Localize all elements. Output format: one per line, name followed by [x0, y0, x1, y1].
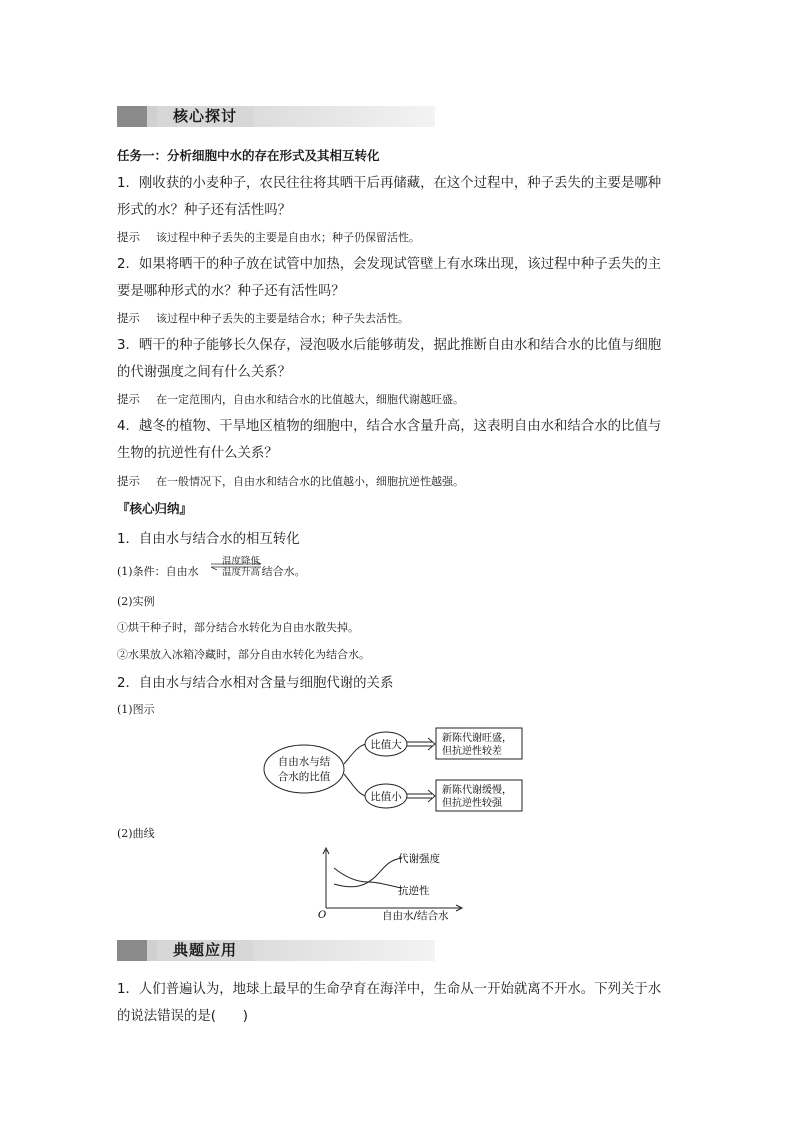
- diagram-title: (1)图示: [117, 703, 155, 716]
- hint-text: 该过程中种子丢失的主要是自由水；种子仍保留活性。: [156, 231, 420, 244]
- summary-title: 『核心归纳』: [117, 501, 193, 516]
- condition-prefix: (1)条件：自由水: [117, 565, 199, 578]
- hint-text: 在一般情况下，自由水和结合水的比值越小，细胞抗逆性越强。: [156, 475, 464, 488]
- hint-text: 该过程中种子丢失的主要是结合水；种子失去活性。: [156, 312, 409, 325]
- question-3-line-2: 的代谢强度之间有什么关系？: [117, 365, 292, 380]
- double-arrow-icon: [203, 553, 265, 577]
- example-title: (2)实例: [117, 595, 155, 608]
- center-ellipse: [264, 745, 344, 793]
- question-4-line-2: 生物的抗逆性有什么关系？: [117, 446, 278, 461]
- high-label: 比值大: [370, 739, 402, 751]
- curve-title: (2)曲线: [117, 827, 155, 840]
- example-2: ②水果放入冰箱冷藏时，部分自由水转化为结合水。: [117, 648, 370, 661]
- arrow-high-head: [428, 738, 435, 750]
- center-label-1: 自由水与结: [277, 756, 331, 768]
- section-header-examples: [117, 940, 435, 961]
- arrow-label-top: 温度降低: [222, 556, 261, 567]
- metabolism-label: 代谢强度: [398, 853, 440, 865]
- arrow-label-bottom: 温度升高: [222, 567, 261, 578]
- question-2-line-1: 2．如果将晒干的种子放在试管中加热，会发现试管壁上有水珠出现，该过程中种子丢失的主: [117, 257, 662, 272]
- hint-3: [117, 388, 464, 407]
- condition-suffix: 结合水。: [261, 565, 306, 578]
- section-title: 典题应用: [157, 940, 253, 961]
- hint-1: [117, 226, 420, 245]
- reversible-arrow: [203, 553, 265, 577]
- hint-label: 提示: [117, 392, 140, 406]
- question-1-line-2: 形式的水？种子还有活性吗？: [117, 203, 292, 218]
- section-header-core: [117, 106, 435, 127]
- center-label-2: 合水的比值: [277, 771, 331, 783]
- question-1-line-1: 1．刚收获的小麦种子，农民往往将其晒干后再储藏，在这个过程中，种子丢失的主要是哪种: [117, 176, 662, 191]
- example-1: ①烘干种子时，部分结合水转化为自由水散失掉。: [117, 621, 359, 634]
- resistance-curve: [334, 868, 402, 888]
- low-outcome-1: 新陈代谢缓慢，: [442, 785, 512, 796]
- exercise-line-1: 1．人们普遍认为，地球上最早的生命孕育在海洋中，生命从一开始就离不开水。下列关于水: [117, 982, 662, 997]
- task-title: 任务一：分析细胞中水的存在形式及其相互转化: [117, 148, 380, 163]
- question-4-line-1: 4．越冬的植物、干旱地区植物的细胞中，结合水含量升高，这表明自由水和结合水的比值与: [117, 419, 662, 434]
- arrow-low-head: [428, 790, 435, 802]
- hint-text: 在一定范围内，自由水和结合水的比值越大，细胞代谢越旺盛。: [156, 393, 464, 406]
- high-outcome-2: 但抗逆性较差: [442, 746, 502, 757]
- high-outcome-1: 新陈代谢旺盛，: [442, 733, 512, 744]
- origin-label: O: [318, 910, 327, 921]
- hint-2: [117, 307, 409, 326]
- question-2-line-2: 要是哪种形式的水？种子还有活性吗？: [117, 284, 345, 299]
- hint-label: 提示: [117, 474, 140, 488]
- x-axis-label: 自由水/结合水: [382, 910, 449, 922]
- low-outcome-2: 但抗逆性较强: [442, 798, 502, 809]
- resistance-label: 抗逆性: [398, 885, 430, 897]
- question-3-line-1: 3．晒干的种子能够长久保存，浸泡吸水后能够萌发，据此推断自由水和结合水的比值与细胞: [117, 338, 662, 353]
- section-title: 核心探讨: [157, 106, 253, 127]
- low-label: 比值小: [370, 791, 402, 803]
- branch-down-line: [344, 774, 366, 796]
- summary-item-2: 2．自由水与结合水相对含量与细胞代谢的关系: [117, 676, 394, 691]
- curve-graph: [310, 846, 490, 924]
- exercise-line-2: 的说法错误的是( ): [117, 1009, 248, 1024]
- ratio-diagram: [262, 724, 532, 816]
- summary-item-1: 1．自由水与结合水的相互转化: [117, 532, 300, 547]
- hint-label: 提示: [117, 311, 140, 325]
- hint-4: [117, 470, 464, 489]
- branch-up-line: [344, 744, 366, 764]
- hint-label: 提示: [117, 230, 140, 244]
